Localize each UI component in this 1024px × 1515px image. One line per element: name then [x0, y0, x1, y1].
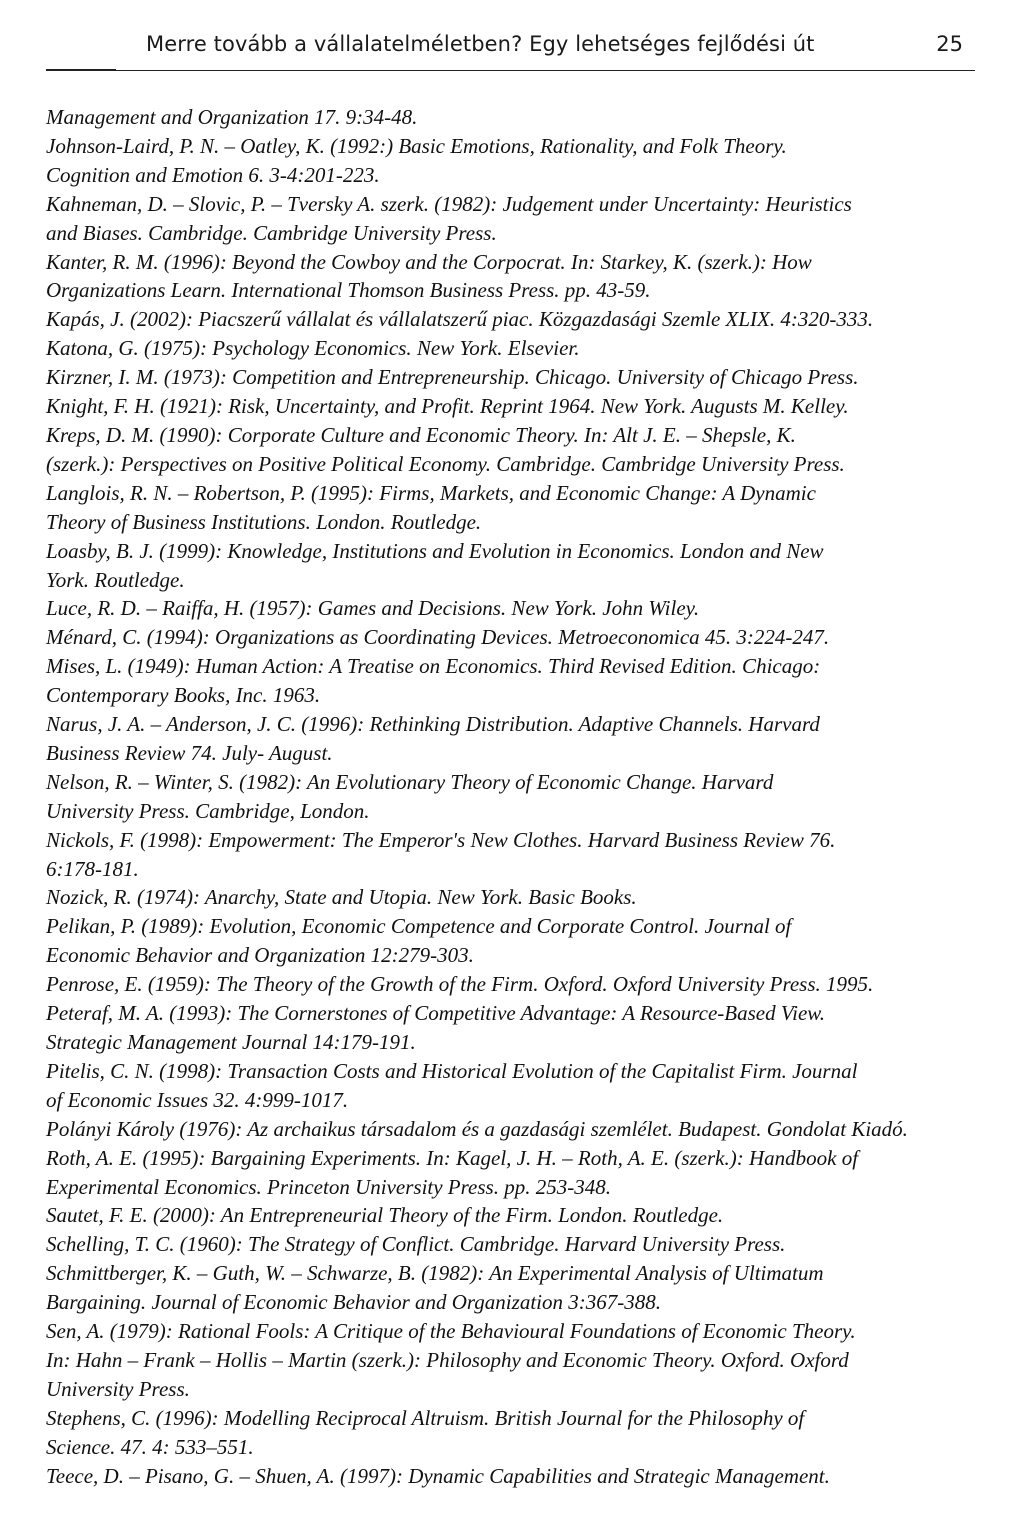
- reference-line: Kirzner, I. M. (1973): Competition and Entrepreneurship. Chicago. University of Chicago Press.: [46, 365, 859, 390]
- reference-line: (szerk.): Perspectives on Positive Political Economy. Cambridge. Cambridge University Press.: [46, 451, 845, 476]
- reference-line: Nozick, R. (1974): Anarchy, State and Utopia. New York. Basic Books.: [46, 885, 637, 910]
- reference-line: Cognition and Emotion 6. 3-4:201-223.: [46, 162, 380, 187]
- reference-line: Schmittberger, K. – Guth, W. – Schwarze, B. (1982): An Experimental Analysis of Ultimatum: [46, 1261, 824, 1286]
- reference-line: University Press. Cambridge, London.: [46, 798, 370, 823]
- reference-line: Mises, L. (1949): Human Action: A Treatise on Economics. Third Revised Edition. Chicago:: [46, 654, 821, 679]
- reference-line: Langlois, R. N. – Robertson, P. (1995): Firms, Markets, and Economic Change: A Dynamic: [46, 480, 816, 505]
- reference-line: 6:178-181.: [46, 856, 139, 881]
- reference-line: Luce, R. D. – Raiffa, H. (1957): Games and Decisions. New York. John Wiley.: [46, 596, 700, 621]
- reference-line: Science. 47. 4: 533–551.: [46, 1434, 254, 1459]
- reference-line: Stephens, C. (1996): Modelling Reciprocal Altruism. British Journal for the Philosophy of: [46, 1405, 805, 1430]
- reference-line: Bargaining. Journal of Economic Behavior and Organization 3:367-388.: [46, 1290, 661, 1315]
- reference-line: Experimental Economics. Princeton University Press. pp. 253-348.: [46, 1174, 611, 1199]
- reference-line: Katona, G. (1975): Psychology Economics. New York. Elsevier.: [46, 336, 580, 361]
- reference-line: Schelling, T. C. (1960): The Strategy of Conflict. Cambridge. Harvard University Press.: [46, 1232, 786, 1257]
- reference-line: Economic Behavior and Organization 12:279-303.: [46, 943, 474, 968]
- reference-line: Strategic Management Journal 14:179-191.: [46, 1030, 416, 1054]
- running-title: Merre tovább a vállalatelméletben? Egy lehetséges fejlődési út: [146, 32, 815, 56]
- reference-line: and Biases. Cambridge. Cambridge University Press.: [46, 220, 497, 245]
- page-header: [46, 30, 975, 74]
- header-rule: [46, 70, 975, 71]
- reference-line: Teece, D. – Pisano, G. – Shuen, A. (1997): Dynamic Capabilities and Strategic Management.: [46, 1463, 830, 1488]
- reference-line: Kanter, R. M. (1996): Beyond the Cowboy and the Corpocrat. In: Starkey, K. (szerk.): How: [46, 249, 812, 274]
- reference-line: Kahneman, D. – Slovic, P. – Tversky A. szerk. (1982): Judgement under Uncertainty: Heuristics: [46, 191, 852, 216]
- reference-line: of Economic Issues 32. 4:999-1017.: [46, 1087, 349, 1112]
- reference-line: Loasby, B. J. (1999): Knowledge, Institutions and Evolution in Economics. London and New: [46, 538, 824, 563]
- reference-line: Nelson, R. – Winter, S. (1982): An Evolutionary Theory of Economic Change. Harvard: [46, 769, 774, 794]
- reference-line: Management and Organization 17. 9:34-48.: [46, 105, 418, 129]
- reference-line: Business Review 74. July- August.: [46, 740, 333, 765]
- reference-line: Pelikan, P. (1989): Evolution, Economic Competence and Corporate Control. Journal of: [46, 914, 792, 939]
- reference-line: Nickols, F. (1998): Empowerment: The Emperor's New Clothes. Harvard Business Review 76.: [46, 827, 836, 852]
- reference-line: In: Hahn – Frank – Hollis – Martin (szerk.): Philosophy and Economic Theory. Oxford. Oxford: [46, 1347, 849, 1372]
- page-number: 25: [936, 32, 963, 56]
- reference-line: Kapás, J. (2002): Piacszerű vállalat és vállalatszerű piac. Közgazdasági Szemle XLIX. 4:320-333.: [46, 307, 874, 332]
- reference-line: York. Routledge.: [46, 567, 185, 592]
- reference-line: Ménard, C. (1994): Organizations as Coordinating Devices. Metroeconomica 45. 3:224-247.: [46, 625, 830, 650]
- reference-line: Pitelis, C. N. (1998): Transaction Costs and Historical Evolution of the Capitalist Firm. Journal: [46, 1058, 858, 1083]
- reference-line: Contemporary Books, Inc. 1963.: [46, 683, 321, 708]
- reference-line: Knight, F. H. (1921): Risk, Uncertainty, and Profit. Reprint 1964. New York. Augusts M. Kelley.: [46, 394, 849, 419]
- reference-line: Peteraf, M. A. (1993): The Cornerstones of Competitive Advantage: A Resource-Based View.: [46, 1001, 825, 1026]
- reference-line: University Press.: [46, 1376, 190, 1401]
- reference-line: Johnson-Laird, P. N. – Oatley, K. (1992:) Basic Emotions, Rationality, and Folk Theory.: [46, 133, 787, 158]
- reference-line: Theory of Business Institutions. London. Routledge.: [46, 509, 482, 534]
- reference-line: Narus, J. A. – Anderson, J. C. (1996): Rethinking Distribution. Adaptive Channels. Harvard: [46, 712, 820, 737]
- reference-line: Sautet, F. E. (2000): An Entrepreneurial Theory of the Firm. London. Routledge.: [46, 1203, 724, 1228]
- reference-line: Polányi Károly (1976): Az archaikus társadalom és a gazdasági szemlélet. Budapest. Gondolat Kiadó.: [46, 1116, 908, 1141]
- reference-line: Roth, A. E. (1995): Bargaining Experiments. In: Kagel, J. H. – Roth, A. E. (szerk.): Handbook of: [46, 1145, 859, 1170]
- reference-list: [46, 103, 976, 1491]
- reference-line: Organizations Learn. International Thomson Business Press. pp. 43-59.: [46, 278, 651, 303]
- reference-line: Kreps, D. M. (1990): Corporate Culture and Economic Theory. In: Alt J. E. – Shepsle, K.: [46, 422, 796, 447]
- reference-line: Penrose, E. (1959): The Theory of the Growth of the Firm. Oxford. Oxford University Press. 1995.: [46, 972, 874, 997]
- reference-line: Sen, A. (1979): Rational Fools: A Critique of the Behavioural Foundations of Economic Theory.: [46, 1319, 856, 1344]
